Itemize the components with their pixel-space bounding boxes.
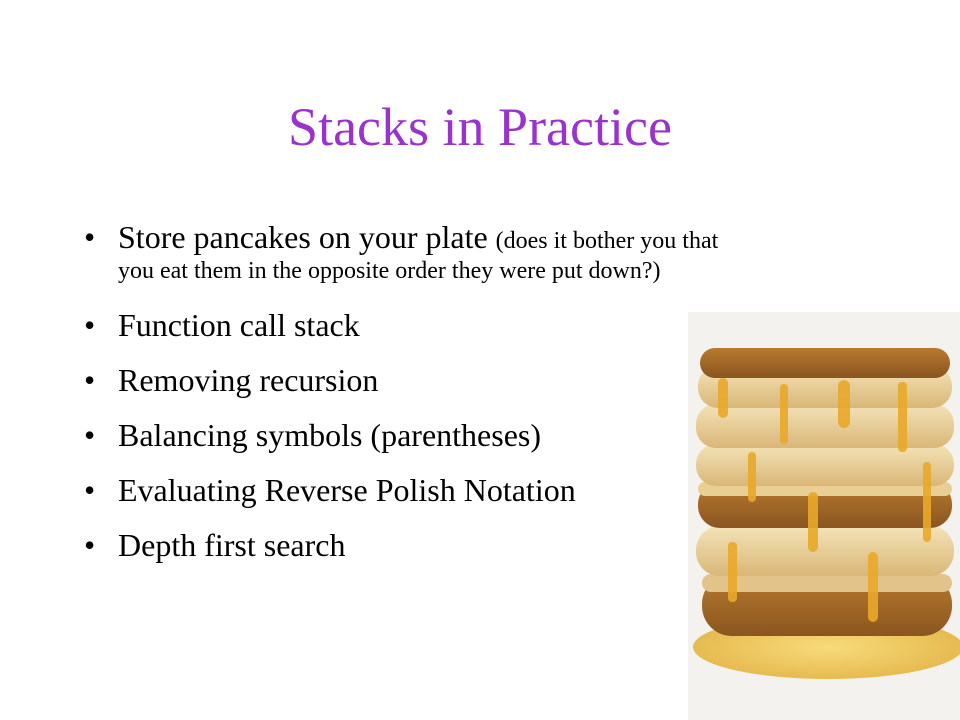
bullet-glyph: • xyxy=(84,362,96,398)
bullet-note: (does it bother you that xyxy=(495,228,719,254)
bullet-text: Removing recursion xyxy=(118,362,379,398)
bullet-item-pancakes xyxy=(84,218,864,286)
bullet-note-continued: you eat them in the opposite order they were put down?) xyxy=(118,258,661,284)
bullet-text: Depth first search xyxy=(118,527,346,563)
bullet-text: Store pancakes on your plate xyxy=(118,219,496,255)
bullet-glyph: • xyxy=(84,307,96,343)
slide-title: Stacks in Practice xyxy=(288,97,672,157)
bullet-glyph: • xyxy=(84,527,96,563)
bullet-text: Balancing symbols (parentheses) xyxy=(118,417,541,453)
bullet-glyph: • xyxy=(84,417,96,453)
bullet-glyph: • xyxy=(84,219,96,255)
bullet-glyph: • xyxy=(84,472,96,508)
pancake-stack-image xyxy=(688,312,960,720)
bullet-text: Function call stack xyxy=(118,307,360,343)
pancake-stack-illustration xyxy=(688,312,960,720)
bullet-text: Evaluating Reverse Polish Notation xyxy=(118,472,576,508)
